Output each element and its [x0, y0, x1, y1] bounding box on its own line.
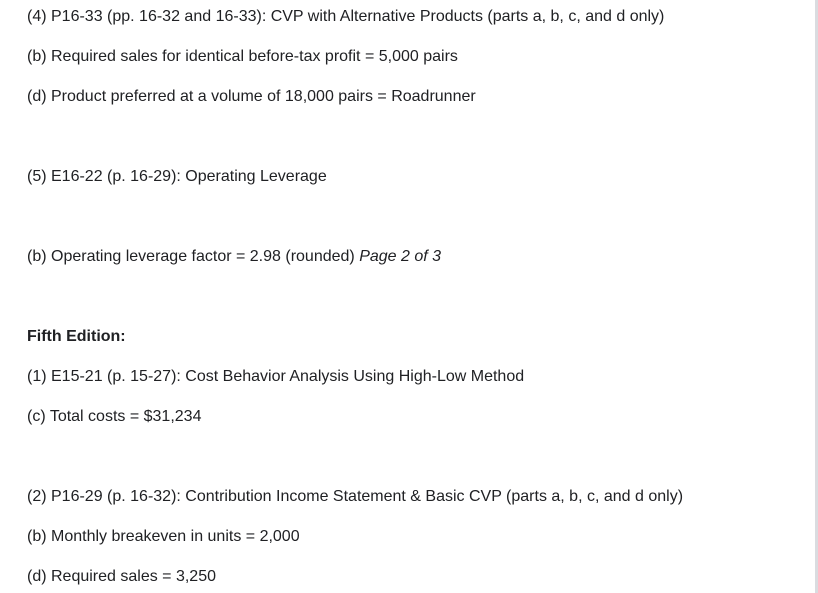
line-text: (5) E16-22 (p. 16-29): Operating Leverage	[27, 168, 327, 185]
answer-b-monthly-breakeven	[27, 527, 300, 547]
answer-b-operating-leverage	[27, 247, 441, 267]
line-text: (d) Product preferred at a volume of 18,000 pairs = Roadrunner	[27, 88, 476, 105]
line-text: (2) P16-29 (p. 16-32): Contribution Income Statement & Basic CVP (parts a, b, c, and d only)	[27, 488, 684, 505]
line-text: (d) Required sales = 3,250	[27, 568, 216, 585]
line-text: (1) E15-21 (p. 15-27): Cost Behavior Analysis Using High-Low Method	[27, 368, 525, 385]
line-text: (b) Required sales for identical before-tax profit = 5,000 pairs	[27, 48, 458, 65]
problem-heading-e16-22	[27, 167, 327, 187]
line-text: (b) Monthly breakeven in units = 2,000	[27, 528, 300, 545]
problem-heading-e15-21	[27, 367, 524, 387]
answer-d-product-preferred	[27, 87, 476, 107]
answer-b-required-sales	[27, 47, 458, 67]
answer-c-total-costs	[27, 407, 201, 427]
problem-heading-p16-33	[27, 7, 664, 27]
answer-d-required-sales	[27, 567, 216, 587]
line-text: (c) Total costs = $31,234	[27, 408, 202, 425]
line-text: (4) P16-33 (pp. 16-32 and 16-33): CVP with Alternative Products (parts a, b, c, and d only)	[27, 8, 665, 25]
section-heading-fifth-edition	[27, 327, 126, 347]
line-text: (b) Operating leverage factor = 2.98 (rounded)	[27, 248, 355, 265]
problem-heading-p16-29	[27, 487, 683, 507]
page-number: Page 2 of 3	[359, 248, 442, 265]
line-text: Fifth Edition:	[27, 328, 126, 345]
